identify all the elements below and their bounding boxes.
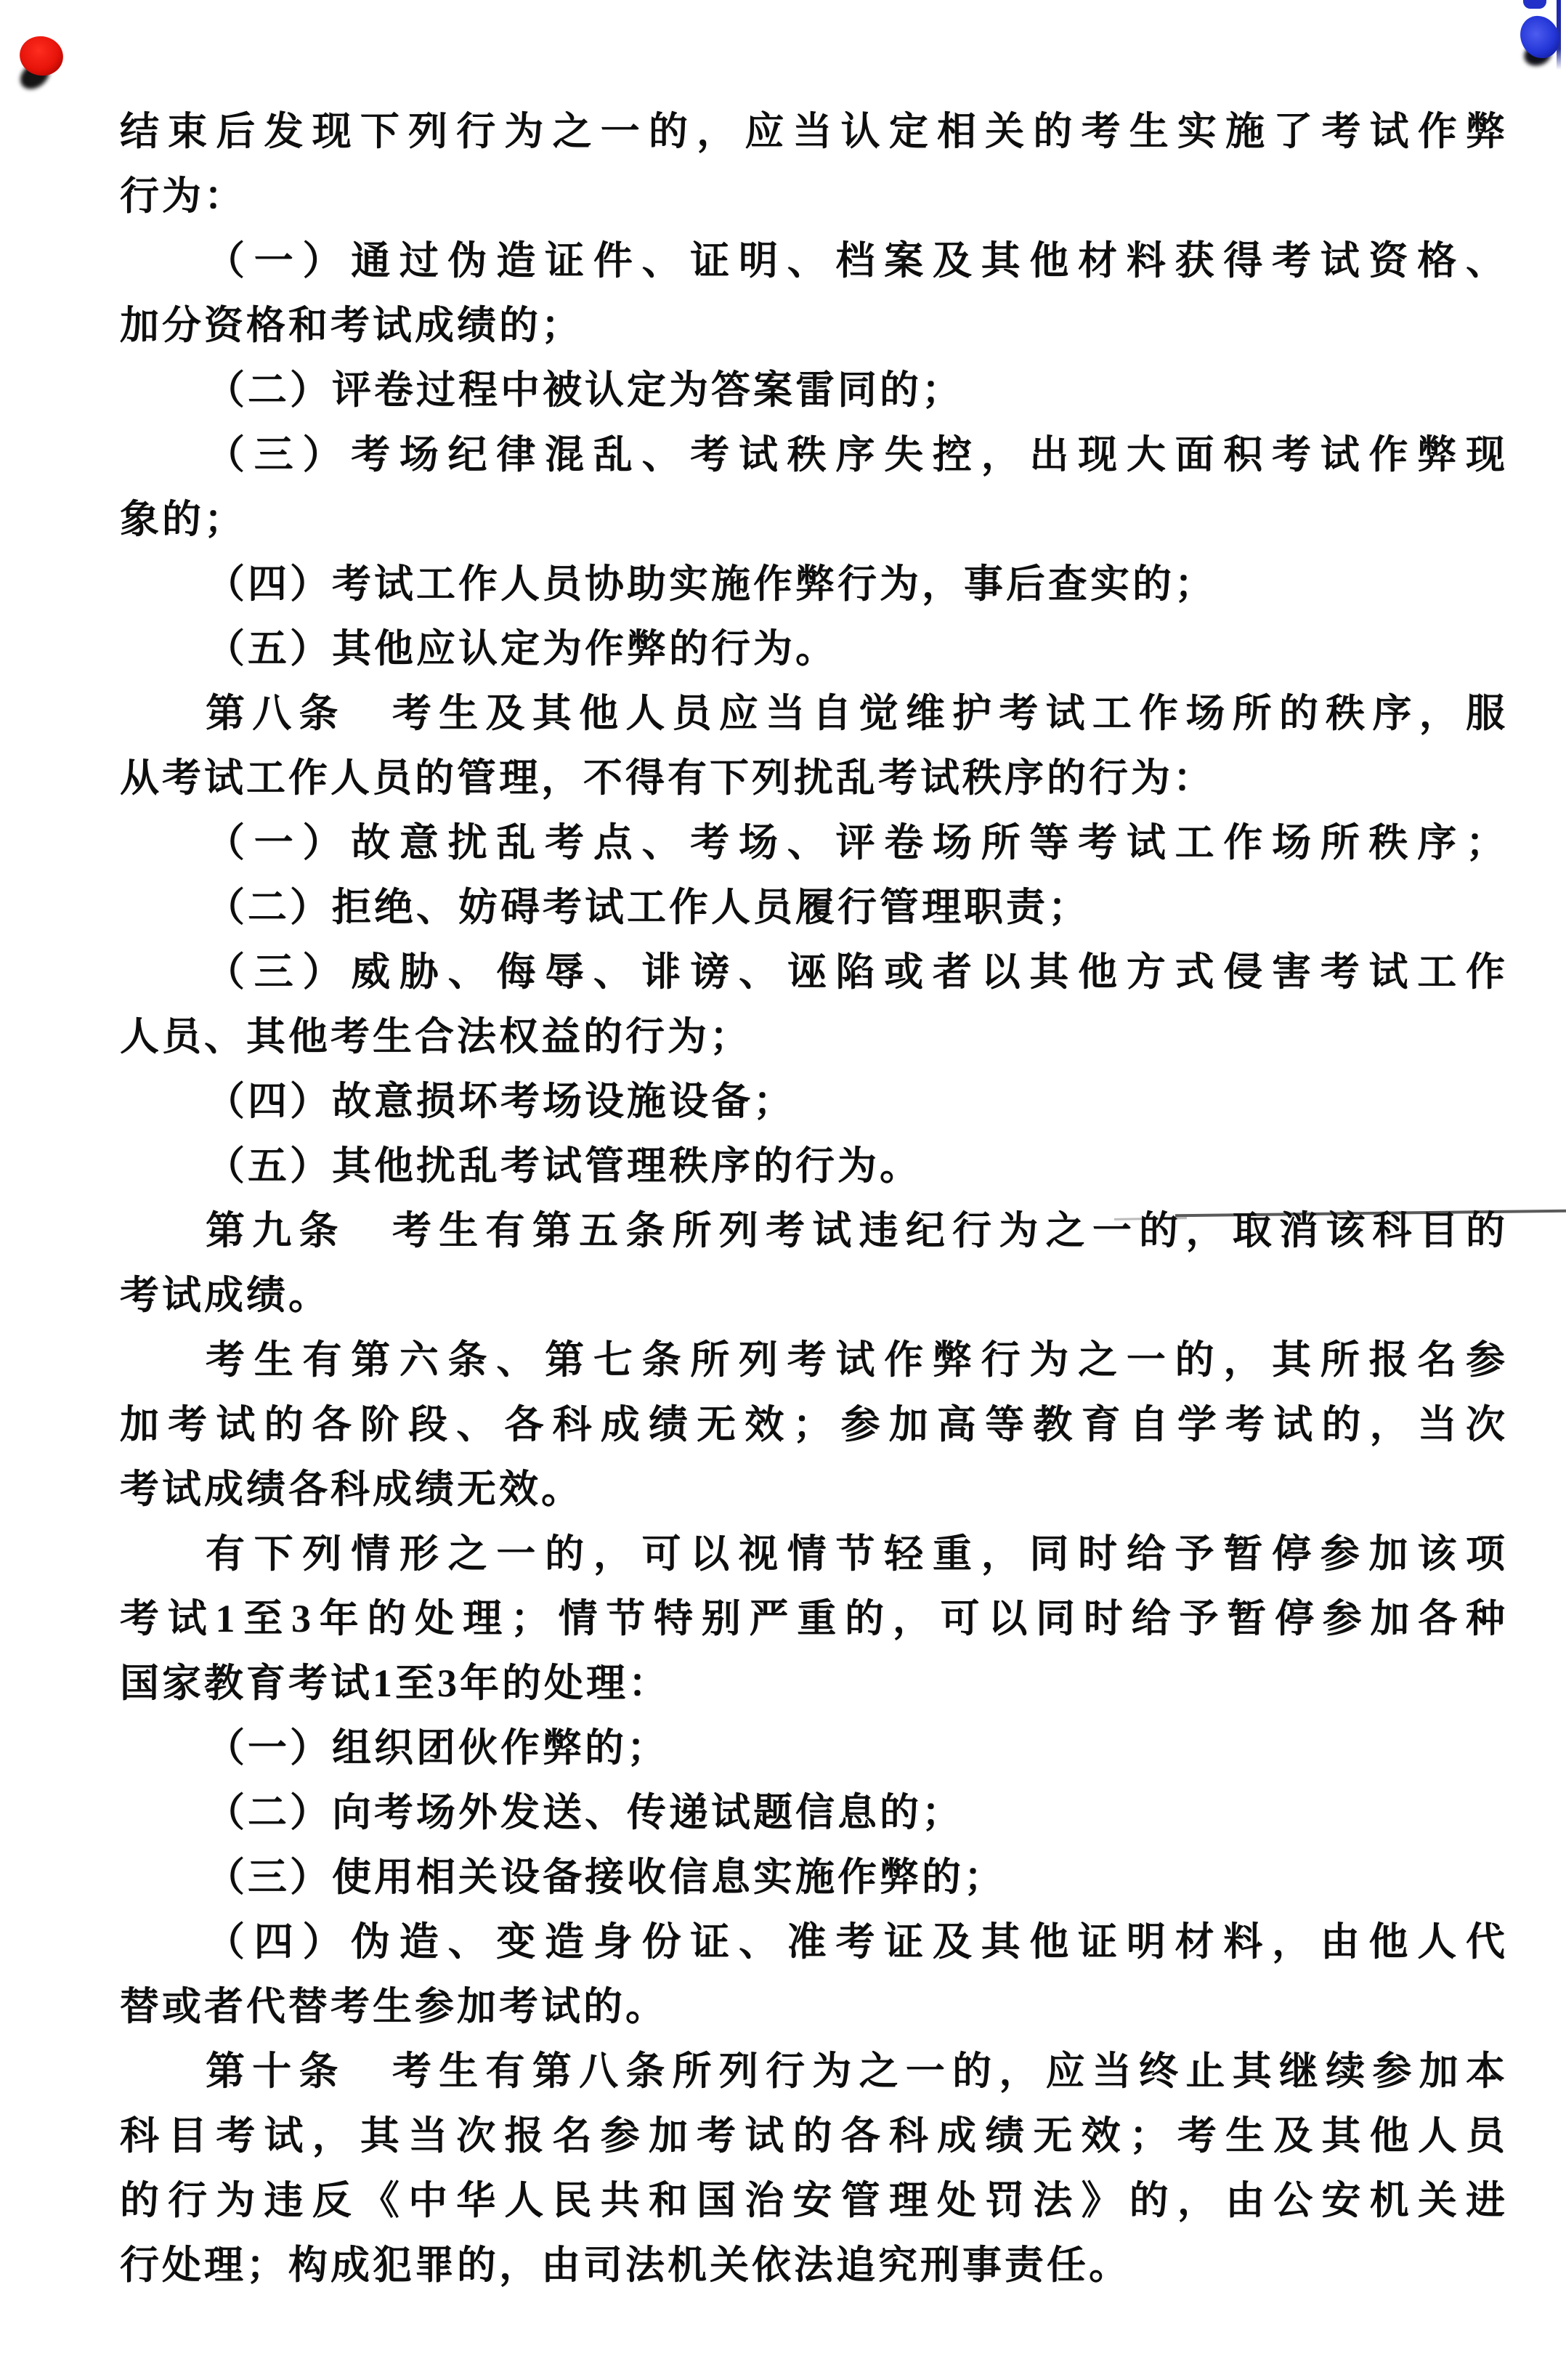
text-line: 加考试的各阶段、各科成绩无效；参加高等教育自学考试的，当次 [120,1403,1508,1446]
text-line: 有下列情形之一的，可以视情节轻重，同时给予暂停参加该项 [206,1532,1508,1576]
text-line: 象的； [120,498,246,541]
text-line: 考试1至3年的处理；情节特别严重的，可以同时给予暂停参加各种 [120,1597,1508,1640]
text-line: （一）组织团伙作弊的； [206,1726,669,1770]
text-line: 第十条 考生有第八条所列行为之一的，应当终止其继续参加本 [206,2049,1508,2093]
text-line: （五）其他应认定为作弊的行为。 [206,627,837,671]
text-line: （一）通过伪造证件、证明、档案及其他材料获得考试资格、 [206,239,1508,283]
text-line: （四）故意损坏考场设施设备； [206,1080,795,1123]
text-line: 替或者代替考生参加考试的。 [120,1985,668,2028]
text-line: 行处理；构成犯罪的，由司法机关依法追究刑事责任。 [120,2243,1131,2287]
text-line: 加分资格和考试成绩的； [120,304,583,347]
text-line: （四）伪造、变造身份证、准考证及其他证明材料，由他人代 [206,1920,1508,1964]
document-text-block [120,100,1508,2298]
text-line: 第九条 考生有第五条所列考试违纪行为之一的，取消该科目的 [206,1209,1508,1252]
text-line: （二）评卷过程中被认定为答案雷同的； [206,368,964,412]
text-line: 从考试工作人员的管理，不得有下列扰乱考试秩序的行为： [120,756,1215,800]
text-line: 考试成绩。 [120,1274,330,1317]
text-line: 考生有第六条、第七条所列考试作弊行为之一的，其所报名参 [206,1338,1508,1382]
blue-pushpin-fragment [1523,0,1546,9]
text-line: 考试成绩各科成绩无效。 [120,1468,583,1511]
text-line: （五）其他扰乱考试管理秩序的行为。 [206,1144,922,1188]
text-line: （四）考试工作人员协助实施作弊行为，事后查实的； [206,562,1217,606]
text-line: 第八条 考生及其他人员应当自觉维护考试工作场所的秩序，服 [206,692,1508,735]
text-line: 的行为违反《中华人民共和国治安管理处罚法》的，由公安机关进 [120,2179,1508,2222]
text-line: （二）向考场外发送、传递试题信息的； [206,1791,964,1834]
text-line: 国家教育考试1至3年的处理： [120,1661,670,1705]
text-line: （三）威胁、侮辱、诽谤、诬陷或者以其他方式侵害考试工作 [206,950,1508,994]
text-line: 科目考试，其当次报名参加考试的各科成绩无效；考生及其他人员 [120,2114,1508,2158]
text-line: （三）考场纪律混乱、考试秩序失控，出现大面积考试作弊现 [206,433,1508,477]
text-line: 人员、其他考生合法权益的行为； [120,1015,752,1059]
text-line: 行为： [120,174,246,218]
text-line: 结束后发现下列行为之一的，应当认定相关的考生实施了考试作弊 [120,110,1508,153]
text-line: （二）拒绝、妨碍考试工作人员履行管理职责； [206,886,1090,929]
text-line: （一）故意扰乱考点、考场、评卷场所等考试工作场所秩序； [206,821,1508,865]
text-line: （三）使用相关设备接收信息实施作弊的； [206,1855,1006,1899]
